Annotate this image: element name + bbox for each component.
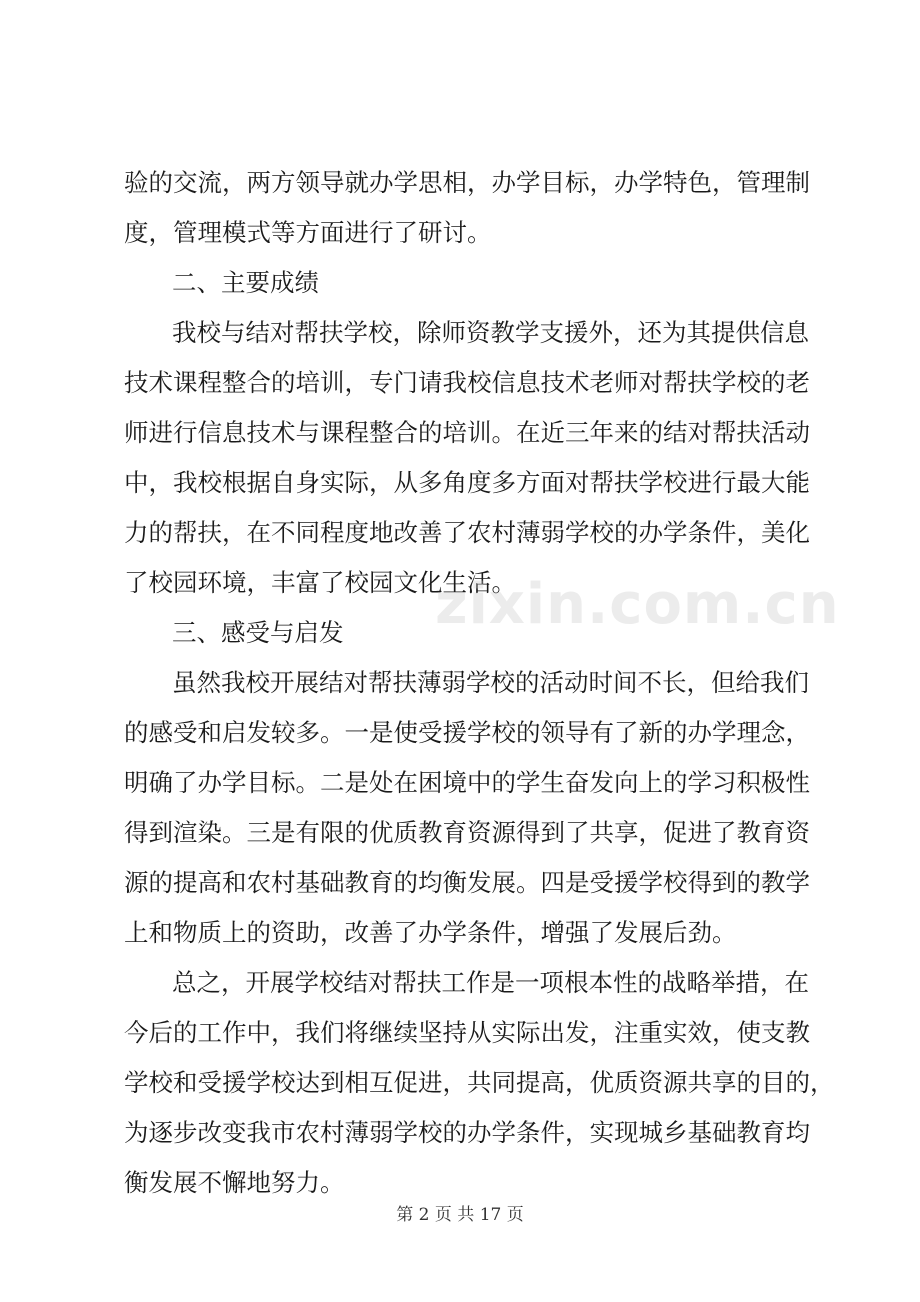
text-line: 明确了办学目标。二是处在困境中的学生奋发向上的学习积极性: [124, 768, 810, 797]
text-line: 师进行信息技术与课程整合的培训。在近三年来的结对帮扶活动: [124, 418, 810, 447]
text-line: 了校园环境，丰富了校园文化生活。: [124, 568, 516, 597]
text-line: 为逐步改变我市农村薄弱学校的办学条件，实现城乡基础教育均: [124, 1118, 810, 1147]
text-line: 度，管理模式等方面进行了研讨。: [124, 218, 492, 247]
text-line: 今后的工作中，我们将继续坚持从实际出发，注重实效，使支教: [124, 1018, 810, 1047]
text-line: 源的提高和农村基础教育的均衡发展。四是受援学校得到的教学: [124, 868, 810, 897]
page-number-footer: 第 2 页 共 17 页: [396, 1205, 524, 1225]
text-line: 中，我校根据自身实际，从多角度多方面对帮扶学校进行最大能: [124, 468, 810, 497]
text-line: 的感受和启发较多。一是使受援学校的领导有了新的办学理念，: [124, 718, 810, 747]
text-line: 总之，开展学校结对帮扶工作是一项根本性的战略举措，在: [172, 968, 809, 997]
text-line: 我校与结对帮扶学校，除师资教学支援外，还为其提供信息: [172, 318, 809, 347]
watermark: zixin.com.cn: [435, 572, 840, 637]
text-line: 得到渲染。三是有限的优质教育资源得到了共享，促进了教育资: [124, 818, 810, 847]
text-line: 上和物质上的资助，改善了办学条件，增强了发展后劲。: [124, 918, 737, 947]
text-line: 验的交流，两方领导就办学思相，办学目标，办学特色，管理制: [124, 168, 810, 197]
text-line: 学校和受援学校达到相互促进，共同提高，优质资源共享的目的，: [124, 1068, 835, 1097]
section-heading: 三、感受与启发: [172, 618, 344, 647]
text-line: 技术课程整合的培训，专门请我校信息技术老师对帮扶学校的老: [124, 368, 810, 397]
document-body: [124, 158, 835, 1208]
text-line: 力的帮扶，在不同程度地改善了农村薄弱学校的办学条件，美化: [124, 518, 810, 547]
text-line: 虽然我校开展结对帮扶薄弱学校的活动时间不长，但给我们: [172, 668, 809, 697]
text-line: 衡发展不懈地努力。: [124, 1168, 345, 1197]
section-heading: 二、主要成绩: [172, 268, 319, 297]
